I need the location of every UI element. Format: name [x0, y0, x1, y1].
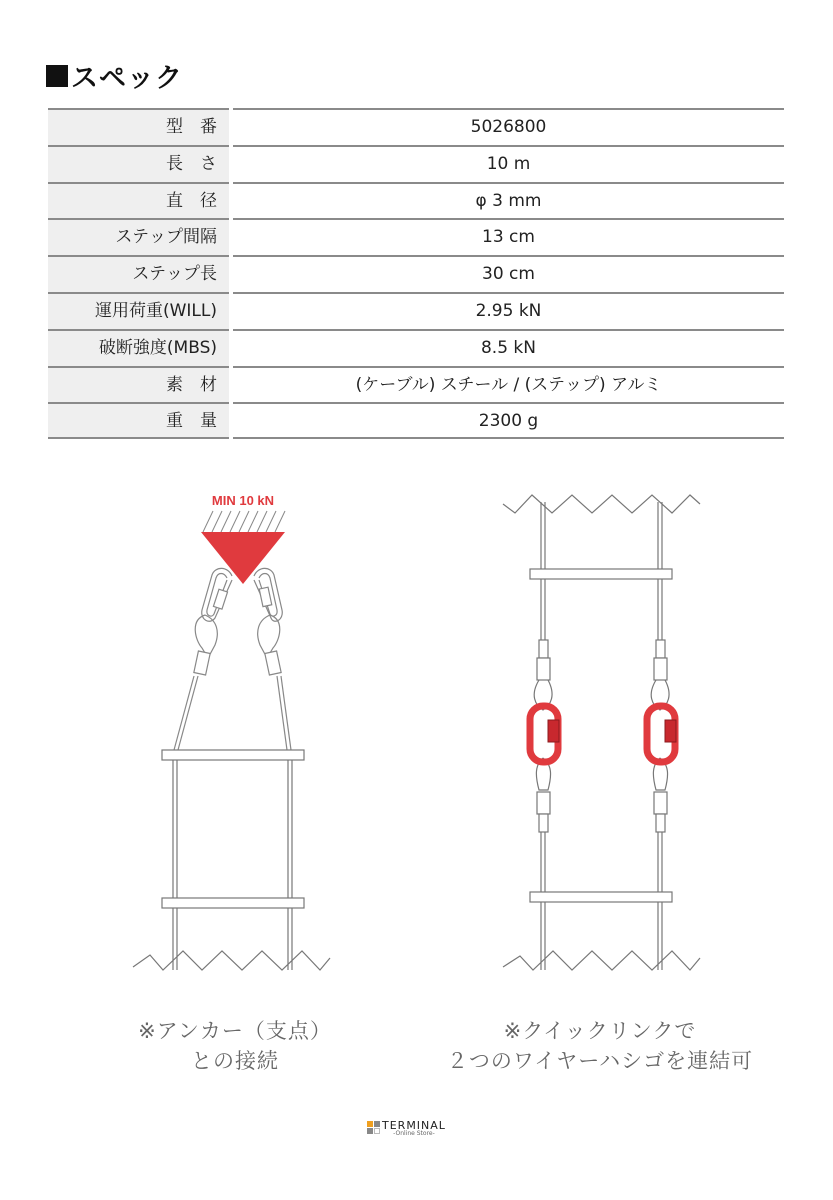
row-label: 長 さ	[48, 145, 229, 182]
heading-text: スペック	[71, 63, 183, 94]
ceiling-zigzag-icon	[503, 495, 700, 513]
table-row	[48, 145, 784, 182]
brand-name: TERMINAL	[382, 1119, 446, 1132]
quicklink-connection-diagram	[490, 480, 720, 990]
table-row	[48, 255, 784, 292]
table-row	[48, 182, 784, 219]
row-value: 13 cm	[233, 218, 784, 255]
table-row	[48, 108, 784, 145]
row-value: 10 m	[233, 145, 784, 182]
caption-line: ２つのワイヤーハシゴを連結可	[446, 1049, 754, 1073]
row-label: 運用荷重(WILL)	[48, 292, 229, 329]
square-bullet-icon	[46, 65, 68, 87]
caption-line: ※クイックリンクで	[503, 1019, 697, 1043]
ground-zigzag-icon	[133, 951, 330, 970]
row-label: 破断強度(MBS)	[48, 329, 229, 366]
caption-line: との接続	[191, 1049, 279, 1073]
table-row	[48, 366, 784, 403]
row-label: 素 材	[48, 366, 229, 403]
table-row	[48, 402, 784, 439]
table-row	[48, 292, 784, 329]
anchor-caption	[110, 1016, 360, 1076]
row-label: ステップ間隔	[48, 218, 229, 255]
anchor-hatch-icon	[203, 511, 285, 532]
quicklink-right-icon	[647, 706, 676, 762]
row-label: 直 径	[48, 182, 229, 219]
ground-zigzag-icon	[503, 951, 700, 970]
carabiner-icon	[174, 568, 291, 750]
row-label: 重 量	[48, 402, 229, 439]
anchor-connection-diagram	[120, 480, 350, 990]
row-value: φ 3 mm	[233, 182, 784, 219]
spec-table	[48, 108, 784, 439]
brand-logo	[367, 1120, 446, 1137]
row-value: 2.95 kN	[233, 292, 784, 329]
row-value: 8.5 kN	[233, 329, 784, 366]
caption-line: ※アンカー（支点）	[138, 1019, 332, 1043]
row-value: 2300 g	[233, 402, 784, 439]
table-row	[48, 218, 784, 255]
anchor-triangle-icon	[201, 532, 285, 584]
row-value: (ケーブル) スチール / (ステップ) アルミ	[233, 366, 784, 403]
brand-sub: -Online Store-	[393, 1130, 435, 1137]
row-label: 型 番	[48, 108, 229, 145]
quicklink-left-icon	[530, 706, 559, 762]
load-label: MIN 10 kN	[211, 493, 275, 508]
table-row	[48, 329, 784, 366]
quicklink-caption	[410, 1016, 790, 1076]
ladder-icon	[162, 750, 304, 970]
row-label: ステップ長	[48, 255, 229, 292]
logo-grid-icon	[367, 1121, 380, 1134]
row-value: 30 cm	[233, 255, 784, 292]
row-value: 5026800	[233, 108, 784, 145]
page-title	[46, 56, 183, 95]
